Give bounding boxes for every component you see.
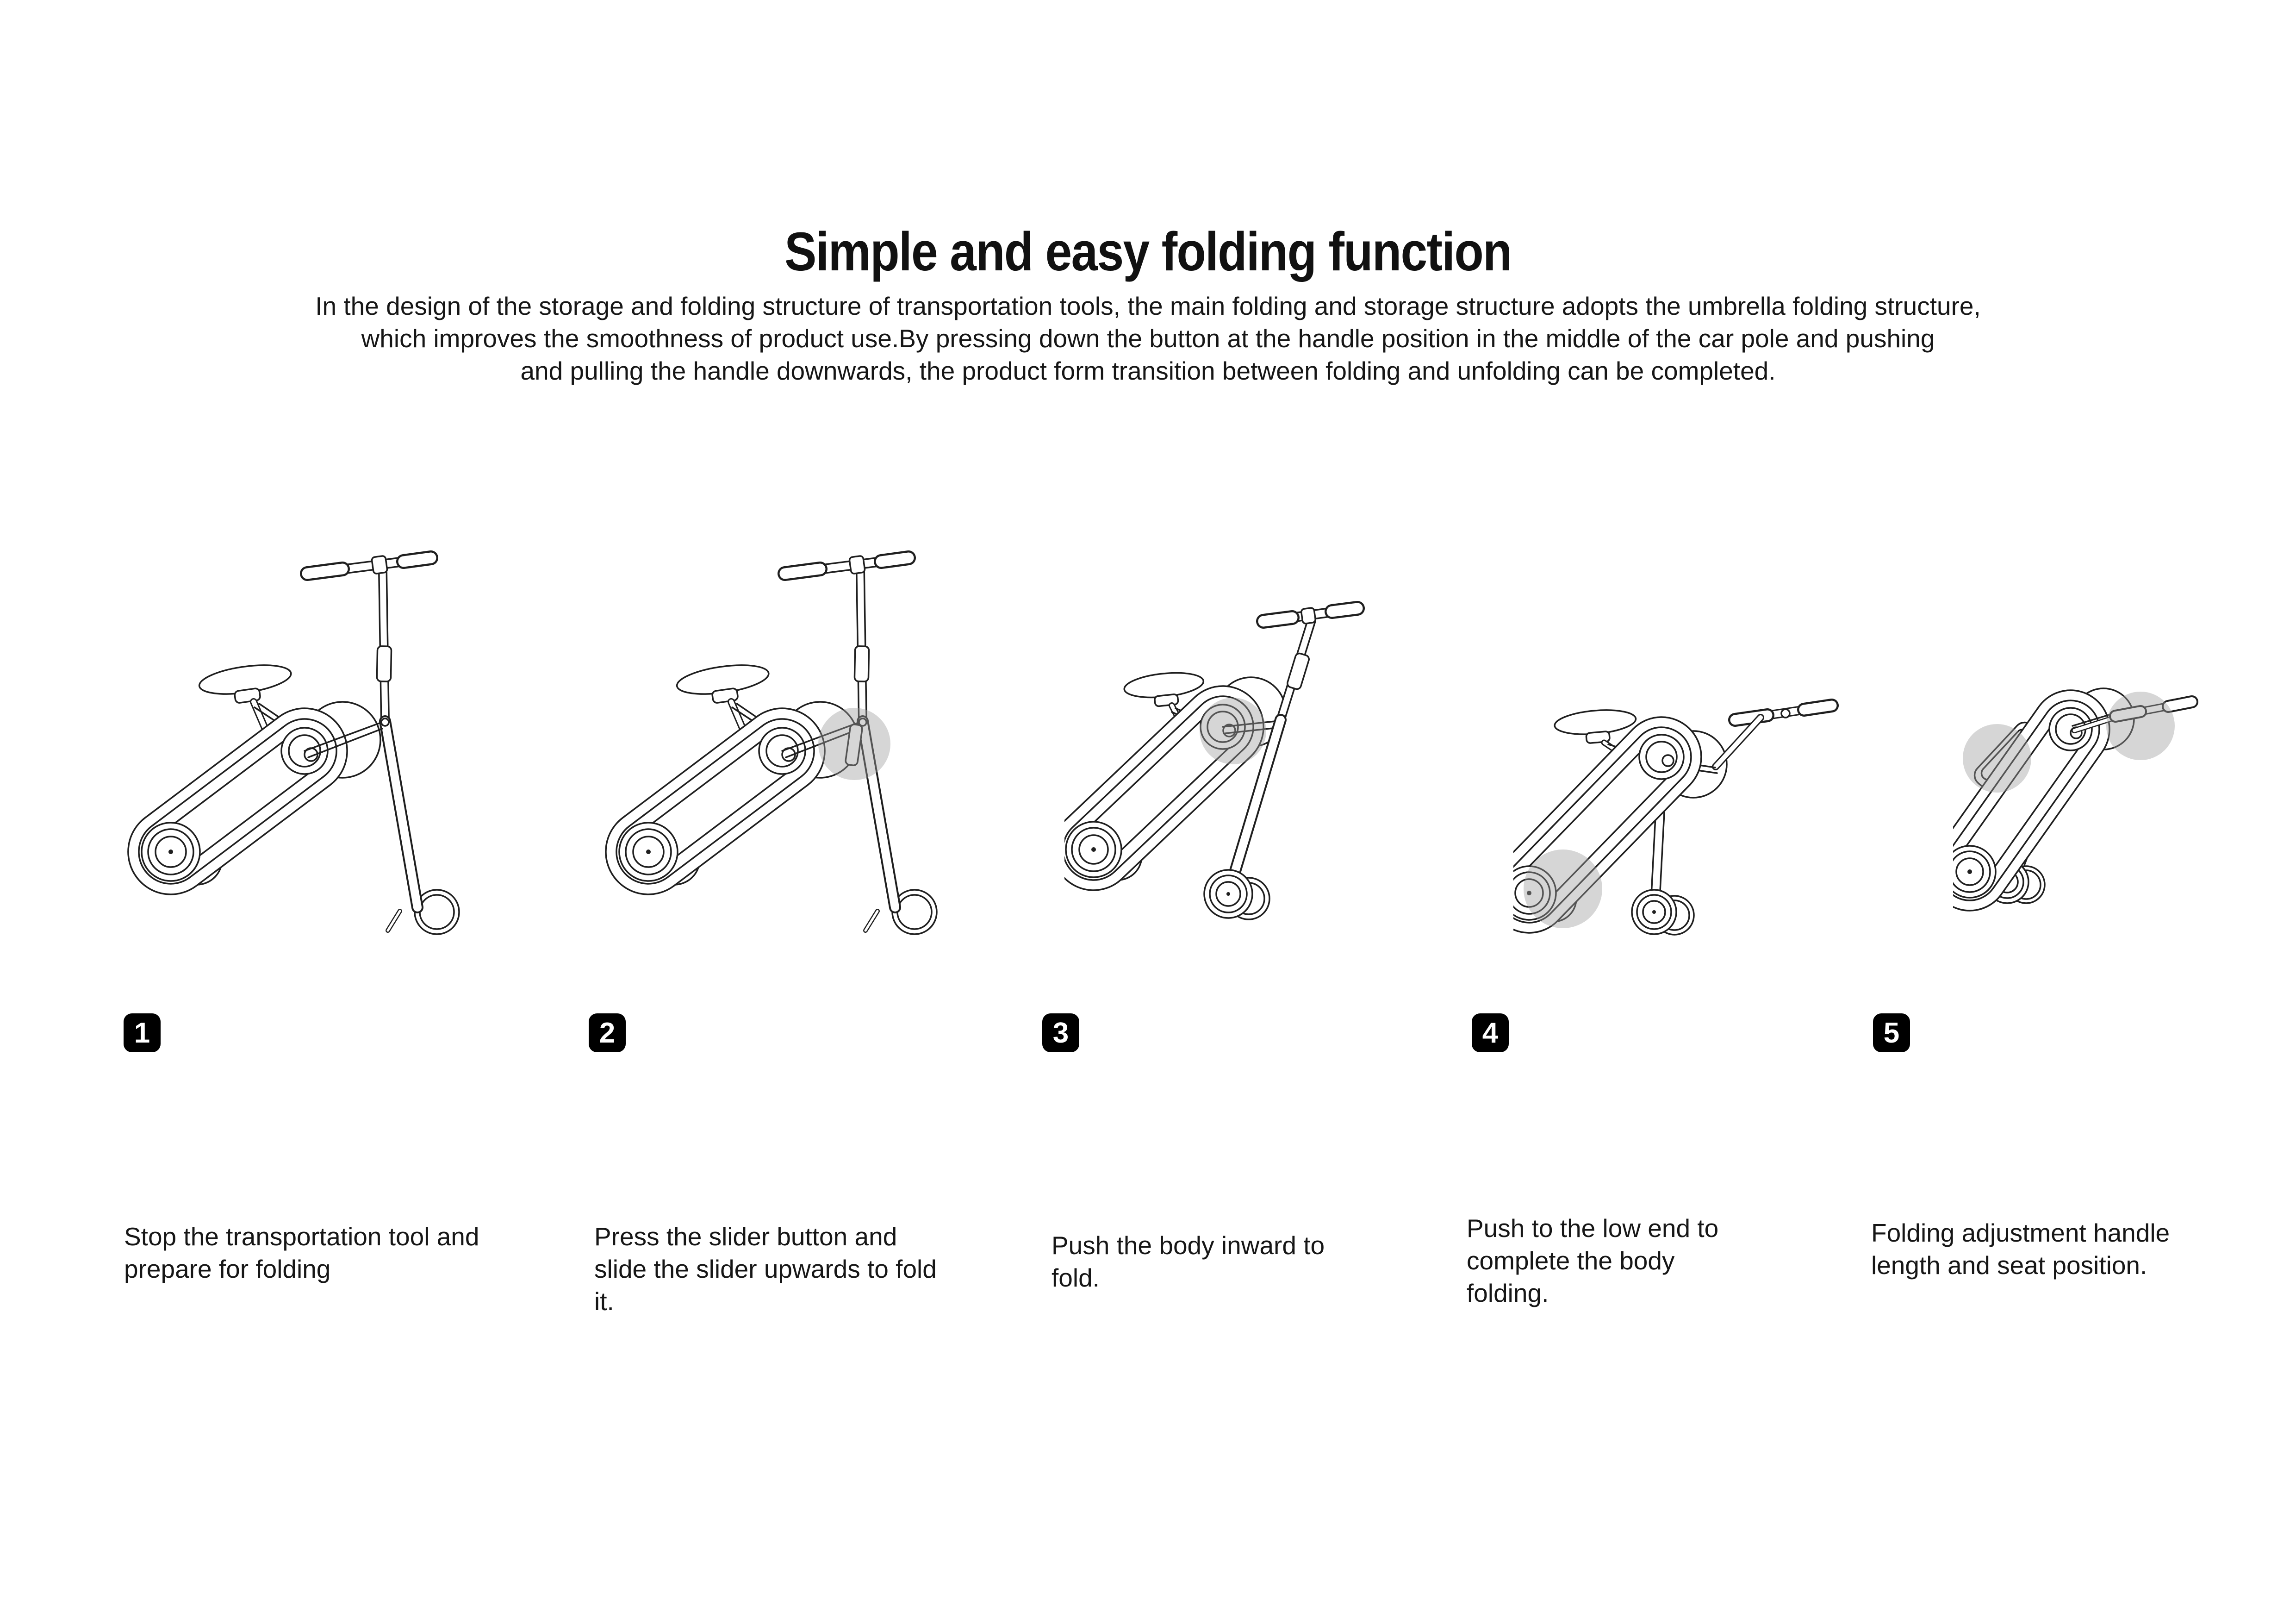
scooter-illustration-step-1: [120, 542, 472, 958]
step-2-caption: Press the slider button and slide the slider upwards to fold it.: [594, 1222, 937, 1316]
step-1-badge: 1: [124, 1013, 161, 1052]
page-title-text: Simple and easy folding function: [784, 221, 1512, 282]
step-3-caption: Push the body inward to fold.: [1052, 1231, 1325, 1292]
highlight-folded-handle: [2106, 692, 2175, 760]
highlight-slider: [818, 708, 890, 780]
step-2-badge: 2: [589, 1013, 626, 1052]
highlight-hub-joint: [1200, 698, 1266, 764]
step-4-badge: 4: [1472, 1013, 1509, 1052]
highlight-low-end: [1524, 849, 1602, 928]
step-5-badge: 5: [1873, 1013, 1910, 1052]
scooter-illustration-step-5: [1953, 685, 2240, 926]
highlight-folded-seat: [1963, 724, 2031, 793]
intro-paragraph: [0, 290, 2296, 387]
scooter-illustration-step-3: [1064, 597, 1388, 949]
intro-line-1: In the design of the storage and folding structure of transportation tools, the main folding and storage structure adopts the umbrella folding structure,: [315, 292, 1981, 320]
scooter-illustration-step-4: [1513, 690, 1860, 940]
step-1-caption: Stop the transportation tool and prepare for folding: [124, 1222, 479, 1283]
step-5-caption: Folding adjustment handle length and seat position.: [1871, 1218, 2170, 1280]
step-4-caption: Push to the low end to complete the body folding.: [1467, 1214, 1719, 1307]
page-title: [0, 219, 2296, 284]
step-3-badge: 3: [1042, 1013, 1079, 1052]
intro-line-2: which improves the smoothness of product use.By pressing down the button at the handle position in the middle of the car pole and pushing: [361, 324, 1935, 353]
scooter-illustration-step-2: [598, 542, 950, 958]
intro-line-3: and pulling the handle downwards, the product form transition between folding and unfolding can be completed.: [520, 356, 1776, 385]
